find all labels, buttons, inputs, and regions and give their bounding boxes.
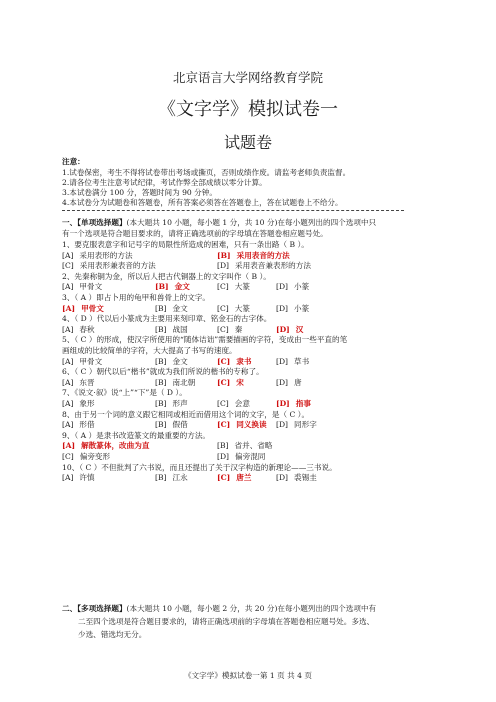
option-b bbox=[155, 399, 188, 409]
option-text: 解散篆体，改曲为直 bbox=[81, 441, 150, 451]
section2-intro-line2: 二至四个选项是符合题目要求的，请将正确选项前的字母填在答题卷相应题号处。多选、 bbox=[78, 617, 375, 626]
option-label: [C] bbox=[217, 473, 231, 483]
option-text: 假借 bbox=[172, 420, 188, 430]
option-text: 形声 bbox=[172, 399, 188, 408]
option-text: 战国 bbox=[172, 324, 188, 334]
option-label: [C] bbox=[217, 399, 229, 408]
question-stem: 8、由于另一个词的意义跟它相同或相近而借用这个词的文字，是（ C ）。 bbox=[62, 409, 310, 419]
option-label: [D] bbox=[276, 282, 289, 292]
option-b bbox=[155, 282, 190, 292]
option-d bbox=[276, 399, 311, 409]
option-b bbox=[155, 473, 188, 483]
option-b bbox=[217, 251, 290, 261]
option-a bbox=[62, 282, 102, 292]
question-stem: 3、（ A ）即占卜用的龟甲和兽骨上的文字。 bbox=[62, 293, 211, 302]
option-label: [B] bbox=[155, 473, 167, 483]
section1-heading: 一、【单项选择题】 bbox=[62, 218, 127, 227]
option-label: [D] bbox=[217, 261, 230, 271]
option-label: [B] bbox=[155, 303, 167, 313]
option-text: 甲骨文 bbox=[79, 282, 103, 292]
option-label: [A] bbox=[62, 303, 76, 313]
option-label: [D] bbox=[276, 473, 289, 483]
option-d bbox=[276, 357, 309, 367]
option-label: [B] bbox=[217, 250, 231, 260]
option-c bbox=[217, 399, 250, 409]
divider bbox=[62, 210, 404, 211]
option-text: 象形 bbox=[79, 399, 95, 408]
option-label: [C] bbox=[62, 452, 74, 461]
option-c bbox=[217, 473, 251, 483]
option-text: 裘锡圭 bbox=[294, 473, 317, 483]
option-text: 唐兰 bbox=[236, 473, 252, 483]
option-label: [C] bbox=[217, 377, 231, 387]
option-label: [B] bbox=[155, 420, 167, 430]
option-label: [A] bbox=[62, 441, 76, 451]
question-stem: 7、《说文·叙》说“上”“下”是（ D ）。 bbox=[62, 388, 187, 398]
university-name: 北京语言大学网络教育学院 bbox=[172, 70, 323, 85]
option-d bbox=[276, 282, 309, 292]
option-label: [A] bbox=[62, 250, 74, 260]
question-stem: 10、（ C ）不但批判了六书说，而且还提出了关于汉字构造的新理论——三书说。 bbox=[62, 462, 337, 472]
option-text: 偏旁混同 bbox=[235, 452, 266, 461]
option-text: 大篆 bbox=[234, 282, 250, 292]
option-text: 唐 bbox=[294, 377, 302, 387]
course-title: 《文字学》模拟试卷一 bbox=[158, 99, 338, 120]
option-text: 许慎 bbox=[79, 473, 95, 483]
option-text: 宋 bbox=[236, 377, 244, 387]
option-text: 省并、省略 bbox=[234, 441, 273, 451]
option-c bbox=[62, 452, 110, 462]
option-text: 东晋 bbox=[79, 377, 95, 387]
option-label: [C] bbox=[217, 356, 231, 366]
section1-intro-text: (本大题共 10 小题，每小题 1 分，共 10 分)在每小题列出的四个选项中只 bbox=[126, 218, 377, 227]
option-c bbox=[217, 325, 242, 335]
question-stem: 6、（ C ）朝代以后“楷书”就成为我们所说的楷书的专称了。 bbox=[62, 367, 264, 377]
option-c bbox=[217, 304, 250, 314]
question-stem: 1、要克服表意字和记号字的局限性所造成的困难，只有一条出路（ B ）。 bbox=[62, 240, 309, 249]
option-label: [C] bbox=[62, 261, 74, 271]
notice-item: 3.本试卷满分 100 分，答题时间为 90 分钟。 bbox=[62, 188, 217, 197]
option-d bbox=[276, 420, 317, 430]
option-text: 南北朝 bbox=[172, 377, 196, 387]
option-label: [A] bbox=[62, 282, 74, 292]
option-b bbox=[155, 378, 195, 388]
option-text: 形借 bbox=[79, 420, 95, 430]
section1-intro bbox=[62, 218, 376, 228]
option-text: 采用表音兼表形的方法 bbox=[235, 261, 311, 271]
option-a bbox=[62, 473, 95, 483]
option-text: 金文 bbox=[172, 356, 188, 366]
option-d bbox=[217, 261, 311, 271]
option-c bbox=[62, 261, 156, 271]
option-d bbox=[276, 473, 317, 483]
option-label: [A] bbox=[62, 377, 74, 387]
option-b bbox=[155, 420, 188, 430]
option-b bbox=[155, 357, 188, 367]
option-c bbox=[217, 378, 244, 388]
option-label: [D] bbox=[276, 420, 289, 430]
option-d bbox=[276, 378, 302, 388]
option-a bbox=[62, 399, 95, 409]
option-text: 秦 bbox=[234, 324, 243, 334]
option-d bbox=[217, 452, 265, 462]
option-label: [C] bbox=[217, 303, 229, 313]
option-text: 同形字 bbox=[294, 420, 317, 430]
option-label: [D] bbox=[276, 377, 289, 387]
option-a bbox=[62, 325, 95, 335]
notice-heading: 注意： bbox=[62, 157, 85, 166]
option-label: [B] bbox=[155, 377, 167, 387]
option-text: 偏旁变形 bbox=[79, 452, 111, 461]
option-text: 小篆 bbox=[294, 303, 310, 313]
option-text: 汉 bbox=[295, 324, 304, 334]
notice-item: 1.试卷保密，考生不得将试卷带出考场或撕页，否则成绩作废。请监考老师负责监督。 bbox=[62, 168, 351, 177]
paper-label: 试题卷 bbox=[223, 133, 272, 152]
option-text: 指事 bbox=[295, 399, 311, 408]
option-label: [C] bbox=[217, 282, 229, 292]
option-label: [D] bbox=[217, 452, 230, 461]
option-label: [B] bbox=[155, 324, 167, 334]
option-label: [A] bbox=[62, 399, 74, 408]
option-label: [B] bbox=[155, 356, 167, 366]
option-text: 金文 bbox=[172, 303, 188, 313]
option-d bbox=[276, 325, 303, 335]
option-text: 采用表形的方法 bbox=[79, 250, 133, 260]
option-text: 大篆 bbox=[234, 303, 250, 313]
option-a bbox=[62, 378, 95, 388]
question-stem: 5、（ C ）的形成，使汉字所使用的“随体诘诎”需要描画的字符，变成由一些平直的笔 bbox=[62, 335, 348, 345]
option-text: 同义换读 bbox=[236, 420, 267, 430]
notice-item: 4.本试卷分为试题卷和答题卷，所有答案必须答在答题卷上，答在试题卷上不给分。 bbox=[62, 198, 343, 207]
page-footer: 《文字学》模拟试卷一第 1 页 共 4 页 bbox=[183, 671, 313, 680]
option-text: 江永 bbox=[172, 473, 188, 483]
option-a bbox=[62, 357, 102, 367]
option-a bbox=[62, 304, 104, 314]
option-label: [D] bbox=[276, 324, 290, 334]
question-stem: 4、（ D ）代以后小篆成为主要用来刻印章、铭金石的古字体。 bbox=[62, 314, 272, 324]
question-stem: 2、先秦称铜为金，所以后人把古代铜器上的文字叫作（ B ）。 bbox=[62, 271, 271, 281]
option-label: [A] bbox=[62, 324, 74, 334]
option-text: 甲骨文 bbox=[81, 303, 104, 313]
option-label: [B] bbox=[155, 282, 169, 292]
option-label: [A] bbox=[62, 420, 74, 430]
option-label: [A] bbox=[62, 473, 74, 483]
option-c bbox=[217, 420, 267, 430]
section2-intro-text: (本大题共 10 小题，每小题 2 分，共 20 分)在每小题列出的四个选项中有 bbox=[126, 604, 377, 613]
option-text: 采用表形兼表音的方法 bbox=[79, 261, 156, 271]
option-c bbox=[217, 282, 250, 292]
notice-item: 2.请各位考生注意考试纪律，考试作弊全部成绩以零分计算。 bbox=[62, 178, 267, 187]
question-stem: 9、（ A ）是隶书改造篆文的最重要的方法。 bbox=[62, 430, 211, 440]
section2-intro-line3: 少选、错选均无分。 bbox=[78, 630, 147, 639]
option-label: [D] bbox=[276, 303, 289, 313]
section2-heading: 二、【多项选择题】 bbox=[62, 604, 127, 613]
option-label: [D] bbox=[276, 356, 289, 366]
option-b bbox=[155, 304, 188, 314]
option-text: 采用表音的方法 bbox=[236, 250, 290, 260]
option-label: [A] bbox=[62, 356, 74, 366]
section1-intro-line2: 有一个选项是符合题目要求的，请将正确选项前的字母填在答题卷相应题号处。 bbox=[62, 229, 328, 238]
option-text: 会意 bbox=[234, 399, 250, 408]
option-a bbox=[62, 441, 149, 451]
option-label: [B] bbox=[217, 441, 229, 451]
option-text: 甲骨文 bbox=[79, 356, 103, 366]
option-a bbox=[62, 420, 95, 430]
option-d bbox=[276, 304, 309, 314]
option-c bbox=[217, 357, 251, 367]
option-label: [D] bbox=[276, 399, 290, 408]
option-text: 金文 bbox=[174, 282, 190, 292]
option-b bbox=[217, 441, 272, 451]
section2-intro bbox=[62, 604, 376, 614]
question-stem-cont: 画组成的比较简单的字符，大大提高了书写的速度。 bbox=[62, 346, 237, 355]
option-b bbox=[155, 325, 188, 335]
option-text: 草书 bbox=[294, 356, 310, 366]
option-label: [C] bbox=[217, 420, 231, 430]
option-text: 隶书 bbox=[236, 356, 252, 366]
option-label: [C] bbox=[217, 324, 229, 334]
option-a bbox=[62, 251, 133, 261]
option-text: 春秋 bbox=[79, 324, 95, 334]
option-text: 小篆 bbox=[294, 282, 310, 292]
option-label: [B] bbox=[155, 399, 167, 408]
